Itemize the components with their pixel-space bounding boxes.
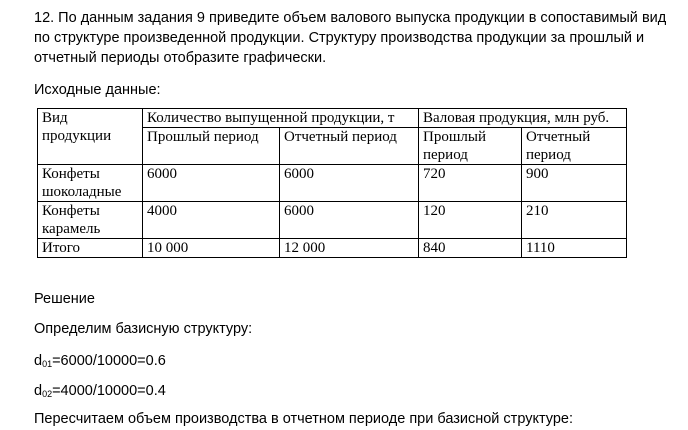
table-total-row — [38, 239, 627, 258]
table-row — [38, 165, 627, 202]
formula-d01-symbol: d — [34, 353, 43, 369]
formula-d02-subscript: 02 — [42, 389, 53, 399]
row-quantity-report: 6000 — [280, 202, 419, 239]
row-quantity-prev: 4000 — [143, 202, 280, 239]
header-gross: Валовая продукция, млн руб. — [419, 109, 627, 128]
source-data-table — [37, 108, 627, 258]
total-gross-prev: 840 — [419, 239, 522, 258]
header-quantity: Количество выпущенной продукции, т — [143, 109, 419, 128]
header-product: Вид продукции — [38, 109, 143, 165]
row-product-name: Конфеты шоколадные — [38, 165, 143, 202]
table-header-row — [38, 109, 627, 128]
row-quantity-prev: 6000 — [143, 165, 280, 202]
row-gross-prev: 720 — [419, 165, 522, 202]
row-gross-report: 210 — [522, 202, 627, 239]
source-data-label: Исходные данные: — [34, 82, 161, 98]
row-product-name: Конфеты карамель — [38, 202, 143, 239]
header-gross-report: Отчетный период — [522, 128, 627, 165]
row-quantity-report: 6000 — [280, 165, 419, 202]
header-quantity-prev: Прошлый период — [143, 128, 280, 165]
formula-d02-expression: =4000/10000=0.4 — [52, 383, 166, 399]
header-gross-prev: Прошлый период — [419, 128, 522, 165]
total-label: Итого — [38, 239, 143, 258]
formula-d01 — [34, 351, 166, 371]
total-quantity-report: 12 000 — [280, 239, 419, 258]
recalc-text: Пересчитаем объем производства в отчетном периоде при базисной структуре: — [34, 411, 574, 427]
row-gross-prev: 120 — [419, 202, 522, 239]
row-gross-report: 900 — [522, 165, 627, 202]
total-gross-report: 1110 — [522, 239, 627, 258]
formula-d01-subscript: 01 — [42, 359, 53, 369]
task-text: 12. По данным задания 9 приведите объем валового выпуска продукции в сопоставимый вид по структуре произведенной продукции. Структуру производства продукции за прошлый и отчетный периоды отобразите графически. — [34, 10, 667, 66]
total-quantity-prev: 10 000 — [143, 239, 280, 258]
table-row — [38, 202, 627, 239]
formula-d02-symbol: d — [34, 383, 43, 399]
formula-d02 — [34, 381, 166, 401]
header-quantity-report: Отчетный период — [280, 128, 419, 165]
formula-d01-expression: =6000/10000=0.6 — [52, 353, 166, 369]
base-structure-text: Определим базисную структуру: — [34, 321, 253, 337]
solution-label: Решение — [34, 291, 95, 307]
